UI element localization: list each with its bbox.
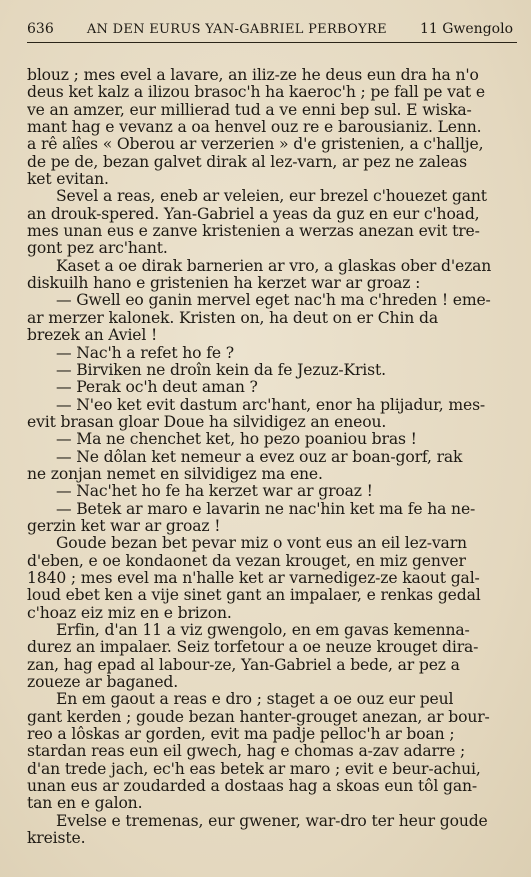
text-line: blouz ; mes evel a lavare, an iliz-ze he deus eun dra ha n'o — [27, 67, 479, 84]
text-line: reo a lôskas ar gorden, evit ma padje pelloc'h ar boan ; — [27, 726, 455, 744]
text-line: Evelse e tremenas, eur gwener, war-dro ter heur goude — [56, 812, 488, 830]
text-line: — Betek ar maro e lavarin ne nac'hin ket ma fe ha ne- — [56, 500, 476, 518]
text-line: mant hag e vevanz a oa henvel ouz re e barousianiz. Lenn. — [27, 119, 482, 137]
text-line: d'eben, e oe kondaonet da vezan krouget, en miz genver — [27, 552, 466, 570]
body-text — [27, 67, 517, 847]
text-line: — Gwell eo ganin mervel eget nac'h ma c'hreden ! eme- — [56, 292, 491, 310]
header-rule — [27, 42, 517, 43]
text-line: ne zonjan nemet en silvidigez ma ene. — [27, 465, 323, 483]
text-line: gant kerden ; goude bezan hanter-grouget anezan, ar bour- — [27, 708, 490, 726]
text-line: 1840 ; mes evel ma n'halle ket ar varnedigez-ze kaout gal- — [27, 569, 480, 587]
text-line: — Birviken ne droîn kein da fe Jezuz-Krist. — [56, 361, 386, 379]
text-line: — N'eo ket evit dastum arc'hant, enor ha plijadur, mes- — [56, 396, 486, 414]
text-line: kreiste. — [27, 830, 86, 848]
text-line: zan, hag epad al labour-ze, Yan-Gabriel a bede, ar pez a — [27, 656, 460, 674]
text-line: diskuilh hano e gristenien ha kerzet war ar groaz : — [27, 275, 421, 293]
text-line: c'hoaz eiz miz en e brizon. — [27, 604, 232, 622]
text-line: En em gaout a reas e dro ; staget a oe ouz eur peul — [56, 691, 454, 709]
text-line: deus ket kalz a ilizou brasoc'h ha kaeroc'h ; pe fall pe vat e — [27, 84, 485, 102]
text-line: Erfin, d'an 11 a viz gwengolo, en em gavas kemenna- — [56, 622, 470, 639]
text-line: — Nac'h a refet ho fe ? — [56, 344, 234, 362]
text-line: durez an impalaer. Seiz torfetour a oe neuze krouget dira- — [27, 639, 479, 657]
text-line: — Ma ne chenchet ket, ho pezo poaniou bras ! — [56, 431, 417, 449]
text-line: — Ne dôlan ket nemeur a evez ouz ar boan-gorf, rak — [56, 448, 463, 466]
text-line: ket evitan. — [27, 171, 109, 189]
date-label: 11 Gwengolo — [419, 21, 513, 37]
text-line: ve an amzer, eur millierad tud a ve enni bep sul. E wiska- — [27, 101, 472, 119]
text-line: — Nac'het ho fe ha kerzet war ar groaz ! — [56, 483, 373, 501]
text-line: an drouk-spered. Yan-Gabriel a yeas da guz en eur c'hoad, — [27, 205, 480, 223]
text-line: loud ebet ken a vije sinet gant an impalaer, e renkas gedal — [27, 587, 481, 605]
text-line: mes unan eus e zanve kristenien a werzas anezan evit tre- — [27, 223, 480, 241]
text-line: Sevel a reas, eneb ar veleien, eur brezel c'houezet gant — [56, 188, 487, 206]
text-line: a rê alîes « Oberou ar verzerien » d'e gristenien, a c'hallje, — [27, 136, 484, 154]
text-line: — Perak oc'h deut aman ? — [56, 379, 258, 397]
running-header — [27, 20, 517, 39]
text-line: d'an trede jach, ec'h eas betek ar maro ; evit e beur-achui, — [27, 760, 481, 778]
text-line: gerzin ket war ar groaz ! — [27, 517, 221, 535]
text-line: unan eus ar zoudarded a dostaas hag a skoas eun tôl gan- — [27, 778, 477, 796]
page-number: 636 — [27, 21, 54, 37]
text-line: Goude bezan bet pevar miz o vont eus an eil lez-varn — [56, 535, 467, 553]
text-line: zoueze ar baganed. — [27, 674, 179, 692]
text-line: stardan reas eun eil gwech, hag e chomas a-zav adarre ; — [27, 743, 466, 761]
text-line: Kaset a oe dirak barnerien ar vro, a glaskas ober d'ezan — [56, 257, 492, 275]
running-title: AN DEN EURUS YAN-GABRIEL PERBOYRE — [86, 22, 387, 37]
text-line: brezek an Aviel ! — [27, 327, 158, 345]
text-line: de pe de, bezan galvet dirak al lez-varn, ar pez ne zaleas — [27, 153, 467, 171]
text-line: gont pez arc'hant. — [27, 240, 168, 258]
text-line: ar merzer kalonek. Kristen on, ha deut on er Chin da — [27, 309, 438, 327]
text-line: evit brasan gloar Doue ha silvidigez an eneou. — [27, 413, 387, 431]
text-line: tan en e galon. — [27, 795, 143, 813]
